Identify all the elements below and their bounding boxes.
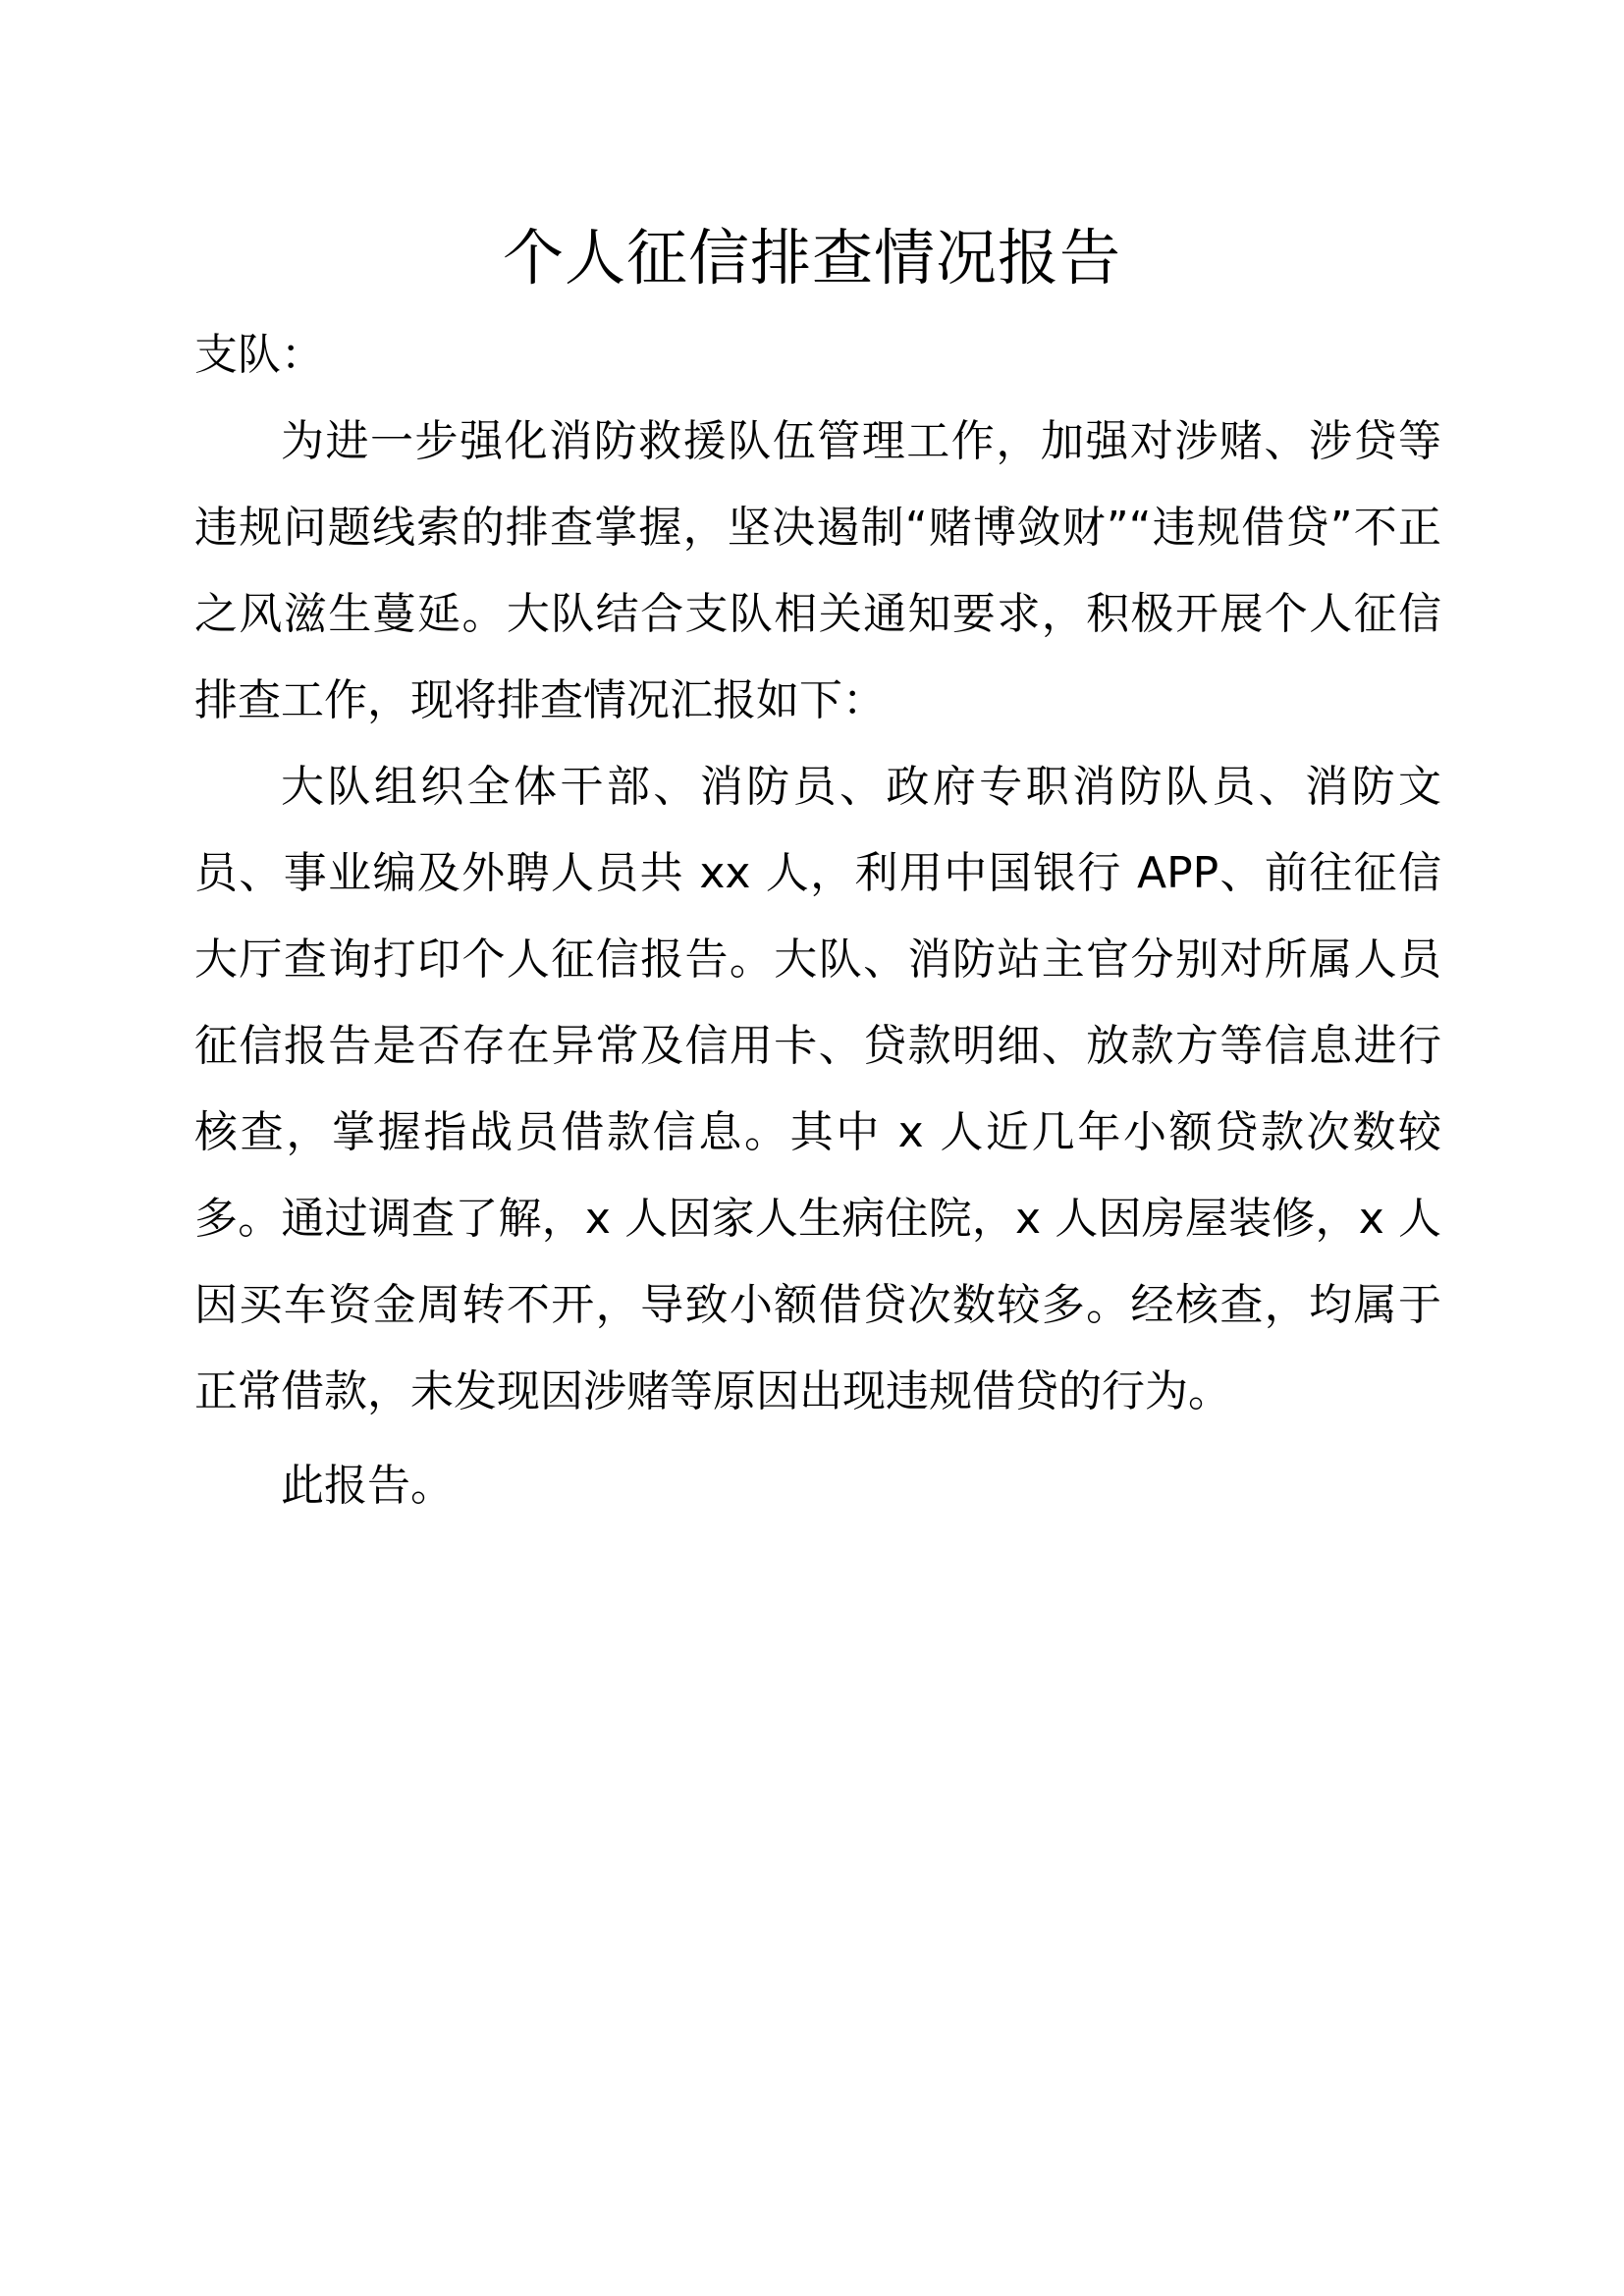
- document-body: [194, 312, 1441, 1529]
- salutation: 支队：: [194, 330, 324, 380]
- document-title: 个人征信排查情况报告: [502, 222, 1121, 294]
- closing-remark: 此报告。: [281, 1461, 454, 1511]
- paragraph-intro: 为进一步强化消防救援队伍管理工作，加强对涉赌、涉贷等违规问题线索的排查掌握，坚决遏制“赌博敛财”“违规借贷”不正之风滋生蔓延。大队结合支队相关通知要求，积极开展个人征信排查工作，现将排查情况汇报如下：: [194, 416, 1441, 725]
- paragraph-findings: 大队组织全体干部、消防员、政府专职消防队员、消防文员、事业编及外聘人员共 xx 人，利用中国银行 APP、前往征信大厅查询打印个人征信报告。大队、消防站主官分别对所属人员征信报告是否存在异常及信用卡、贷款明细、放款方等信息进行核查，掌握指战员借款信息。其中 x 人近几年小额贷款次数较多。通过调查了解，x 人因家人生病住院，x 人因房屋装修，x 人因买车资金周转不开，导致小额借贷次数较多。经核查，均属于正常借款，未发现因涉赌等原因出现违规借贷的行为。: [194, 762, 1441, 1416]
